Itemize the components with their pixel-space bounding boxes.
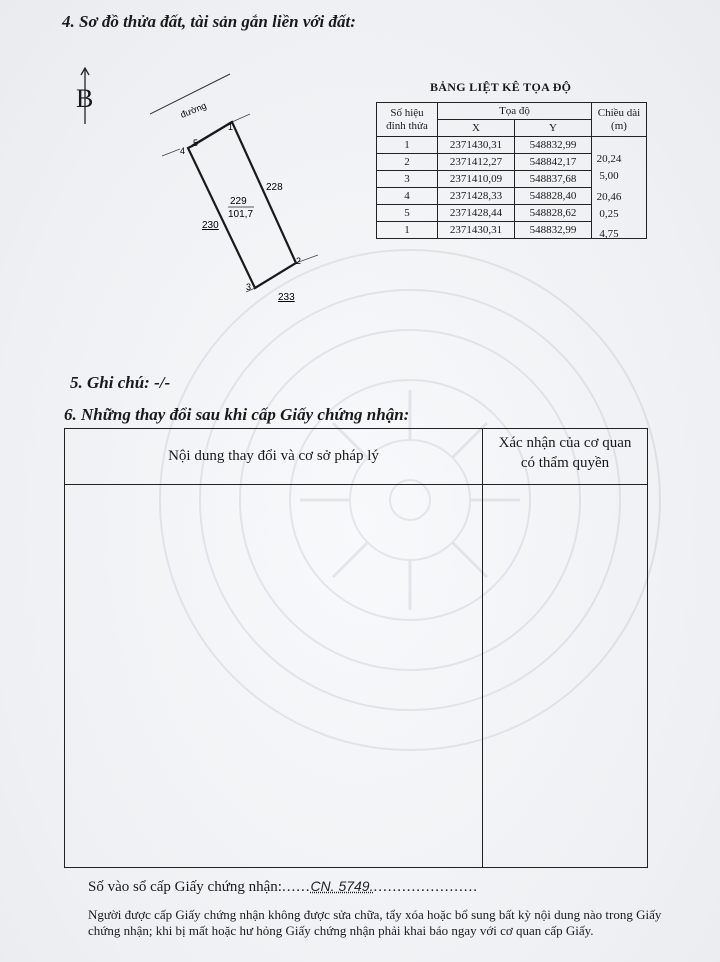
cell-x: 2371430,31 bbox=[438, 222, 515, 239]
cell-point: 3 bbox=[377, 171, 438, 188]
registry-number: CN. 5749. bbox=[310, 878, 374, 894]
vertex-2: 2 bbox=[296, 256, 302, 266]
header-point: Số hiệu đỉnh thửa bbox=[377, 103, 438, 137]
registry-lead-dots: ...... bbox=[281, 879, 311, 895]
north-label: B bbox=[76, 84, 94, 113]
section-6-title: 6. Những thay đổi sau khi cấp Giấy chứng nhận: bbox=[64, 405, 410, 424]
changes-content-header: Nội dung thay đổi và cơ sở pháp lý bbox=[65, 429, 483, 485]
cell-x: 2371428,33 bbox=[438, 188, 515, 205]
neighbor-parcel-228: 228 bbox=[266, 182, 283, 193]
registry-label: Số vào sổ cấp Giấy chứng nhận: bbox=[88, 879, 282, 895]
north-arrow bbox=[74, 66, 98, 126]
vertex-5: 5 bbox=[193, 138, 199, 148]
confirm-header-line-2: có thẩm quyền bbox=[520, 455, 610, 471]
road-label: đường bbox=[179, 100, 208, 120]
length-column bbox=[592, 137, 647, 239]
parcel-number: 229 bbox=[230, 196, 247, 207]
confirm-header-line-1: Xác nhận của cơ quan bbox=[498, 435, 632, 451]
footer-note: Người được cấp Giấy chứng nhận không được sửa chữa, tẩy xóa hoặc bổ sung bất kỳ nội dung nào trong Giấy chứng nhận; khi bị mất hoặc hư hỏng Giấy chứng nhận phải khai báo ngay với cơ quan cấp Giấy. bbox=[88, 907, 662, 938]
header-y: Y bbox=[515, 120, 592, 137]
neighbor-parcel-233: 233 bbox=[278, 292, 295, 303]
changes-table bbox=[64, 428, 648, 868]
cell-x: 2371410,09 bbox=[438, 171, 515, 188]
edge-length: 20,24 bbox=[596, 153, 622, 165]
edge-length: 20,46 bbox=[596, 191, 622, 203]
cell-y: 548828,62 bbox=[515, 205, 592, 222]
neighbor-parcel-230: 230 bbox=[202, 220, 219, 231]
cell-point: 2 bbox=[377, 154, 438, 171]
cell-y: 548828,40 bbox=[515, 188, 592, 205]
parcel-sketch bbox=[150, 60, 350, 320]
edge-length: 0,25 bbox=[599, 208, 619, 220]
registry-trail-dots: ...................... bbox=[373, 879, 478, 895]
cell-y: 548832,99 bbox=[515, 137, 592, 154]
cell-point: 1 bbox=[377, 137, 438, 154]
cell-x: 2371428,44 bbox=[438, 205, 515, 222]
vertex-4: 4 bbox=[180, 146, 186, 156]
section-5-title: 5. Ghi chú: -/- bbox=[70, 373, 171, 392]
vertex-1: 1 bbox=[228, 122, 234, 132]
coord-table-title: BẢNG LIỆT KÊ TỌA ĐỘ bbox=[430, 80, 572, 94]
edge-length: 5,00 bbox=[599, 170, 619, 182]
cell-point: 5 bbox=[377, 205, 438, 222]
vertex-3: 3 bbox=[246, 282, 252, 292]
parcel-area: 101,7 bbox=[228, 209, 254, 220]
header-coord: Tọa độ bbox=[438, 103, 592, 120]
cell-x: 2371412,27 bbox=[438, 154, 515, 171]
cell-point: 1 bbox=[377, 222, 438, 239]
header-x: X bbox=[438, 120, 515, 137]
cell-y: 548842,17 bbox=[515, 154, 592, 171]
registry-number-line bbox=[88, 878, 478, 896]
edge-length: 4,75 bbox=[599, 228, 619, 240]
cell-point: 4 bbox=[377, 188, 438, 205]
table-row bbox=[377, 137, 647, 154]
cell-y: 548832,99 bbox=[515, 222, 592, 239]
column-divider bbox=[482, 485, 483, 867]
changes-confirm-header bbox=[483, 429, 647, 485]
header-length: Chiều dài (m) bbox=[592, 103, 647, 137]
cell-y: 548837,68 bbox=[515, 171, 592, 188]
cell-x: 2371430,31 bbox=[438, 137, 515, 154]
section-4-title: 4. Sơ đồ thửa đất, tài sản gắn liền với đất: bbox=[62, 12, 356, 31]
